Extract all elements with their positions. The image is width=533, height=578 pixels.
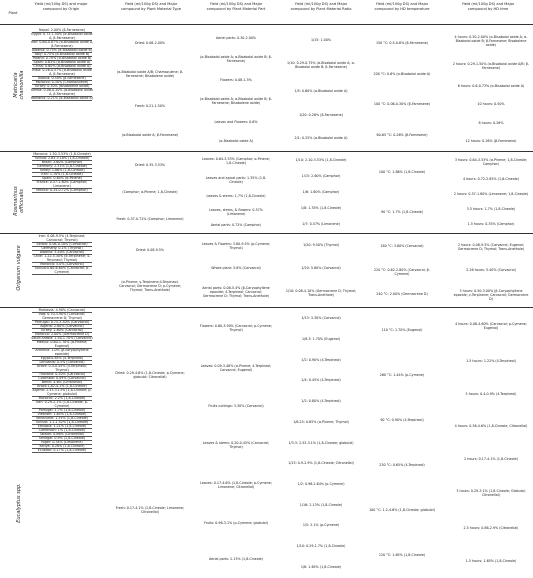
origin-cell: Algeria: 2.53-3.13% (1,8-Cineole; p-Cymene; globulol): [32, 388, 92, 396]
header-time: Yield (ml/100g DS) and Major compound by HD time: [461, 2, 515, 11]
temp-cell: 180 °C: 3.80% (Carvacrol): [380, 244, 424, 248]
plant-label-rosemary: Rosmarinus officinalis: [13, 186, 25, 216]
origin-cell: Colombia: 0.09% (Carvacrol): [38, 376, 86, 380]
part-cell: Leaves & Flowers: 3.80-9.5% (p-Cymene; Thymol): [201, 242, 271, 250]
origin-cell: Niger: 0.34% (Limonene): [41, 440, 83, 444]
origin-cell: Serbia: 0.08-0.18% (Carvacrol): [36, 242, 88, 246]
ratio-cell: 1/2: 0.96-2.64% (p-Cymene): [297, 481, 345, 486]
header-divider: [0, 24, 533, 25]
row-separator: [32, 100, 92, 101]
temp-cell: 60-65 °C: 0.26% (β-Farnesene): [376, 132, 428, 137]
ratio-cell: 1/5: 2.1% (p-Cymene): [302, 523, 340, 528]
temp-cell: 230 °C: 0.65% (4-Terpineol): [379, 462, 425, 467]
origin-cell: Algeria: 2.80% (Carvacrol): [40, 324, 84, 328]
part-cell: Leaves: 0.64-3.53% (Camphor; α-Pinene; 1,8-Cineole): [202, 157, 270, 166]
temp-cell: 100 °C: 1.86% (1,8-Cineole): [378, 170, 426, 174]
ratio-cell: 1/10: 2.10-3.53% (1,8-Cineole): [295, 158, 347, 162]
origin-cell: Romania: 0.21% (α-Bisabolol oxide A): [30, 96, 94, 100]
origin-cell: Tunisia: 2.85-3.18% (1,8-Cineole): [34, 156, 90, 160]
ratio-cell: 1/20: 5.80% (Carvacrol): [301, 266, 341, 270]
origin-cell: Ecuador: 0.17% (1,8-Cineole): [37, 448, 87, 452]
time-cell: 2 hours: 0.57-1.80% (Limonene; 1,8-Cineole): [453, 192, 529, 196]
part-cell: Leaves: 0.17-4.6% (1,8-Cineole; p-Cymene; Limonene; Citronellal): [200, 480, 272, 489]
type-cell: Dried: 0.08-2.00%: [134, 40, 166, 45]
part-cell: Aerial parts: 0.72% (Camphor): [210, 222, 262, 227]
time-cell: 12 hours: 0.26% (β-Farnesene): [465, 138, 517, 143]
ratio-cell: 1/16: 2.13% (1,8-Cineole): [299, 502, 343, 507]
temp-cell: 260 °C: 1.44% (p-Cymene): [379, 373, 425, 378]
temp-cell: 120 °C: 1.65% (1,8-Cineole): [378, 552, 426, 557]
time-cell: 4 hours: 0.72-2.85% (1,8-Cineole): [463, 176, 519, 181]
ratio-cell: 1/4: 0.45% (4-Terpineol): [301, 378, 341, 383]
origin-cell: Spain: 0.64% (α-Pinene): [42, 176, 82, 180]
origin-cell: Brazil: 0.4-0.45% (4-Terpineol; Thymol): [37, 364, 87, 372]
part-cell: Aerial parts: 0.30-2.00%: [215, 35, 257, 40]
header-type: Yield (ml/100g DS) and Major compound by Plant Material Type: [121, 2, 181, 11]
time-cell: 1.5 hours: 1.22% (4-Terpineol): [466, 358, 516, 363]
temp-cell: 90 °C: 0.90% (4-Terpineol): [380, 418, 424, 423]
header-ratio: Yield (ml/100g DS) and Major compound by Plant Material Ratio: [290, 2, 352, 11]
plant-label-chamomile: Matricaria chamomilla: [13, 70, 25, 100]
part-cell: Fruits: 0.96-3.1% (p-Cymene; globulol): [204, 520, 268, 525]
part-cell: Flowers: 0.60-3.90% (Carvacrol; p-Cymene; Thymol): [200, 324, 272, 333]
header-temp: Yield (ml/100g DS) and Major compound by HD temperature: [374, 2, 430, 11]
part-cell: (α-Bisabolol oxide A; α-Bisabolol oxide B; β-Farnesene; Bisabolene oxide): [200, 96, 272, 105]
origin-cell: Kenya: 0.28% (1,8-Cineole): [39, 444, 85, 448]
type-cell: Dried: 0.35-3.53%: [134, 163, 166, 168]
origin-cell: Cameroon: 1% (1,8-Cineole): [38, 428, 86, 432]
temp-cell: 100 °C: 0.06-0.30% (β-Farnesene): [373, 102, 431, 107]
origin-cell: Saudi Arabia: 1.50-1.70% (Carvacrol): [31, 336, 93, 340]
origin-cell: Taiwan: 0.86% (Citronellal): [39, 432, 85, 436]
part-cell: Leaves & stems: 1.7% (1,8-Cineole): [206, 194, 266, 198]
origin-cell: Moldavia: 4.90% (Carvacrol): [38, 308, 86, 312]
origin-cell: Bosnia: 0.50% (β-Farnesene): [38, 76, 86, 80]
part-cell: Flowers: 0.08-1.5%: [220, 77, 252, 82]
part-cell: (α-Bisabolol oxide A): [218, 138, 254, 143]
origin-cell: Iraq: 0.70-3.90% (Carvacrol; Germacrene D; Thymol): [38, 312, 86, 320]
origin-cell: Thailand: 0.20% (Carvacrol): [38, 372, 86, 376]
part-cell: (α-Bisabolol oxide A; α-Bisabolol oxide B; β-Farnesene): [200, 54, 272, 63]
temp-cell: 150 °C: 0.5-0.6% (β-Farnesene): [375, 41, 429, 46]
origin-cell: Chile: 1.22-5.30% (α-Terpinene; 4-Terpineol; Thymol): [33, 254, 91, 262]
header-origin: Yield (ml/100g DS) and major compound by Origin: [34, 2, 88, 11]
origin-cell: Tunisia:0.60-6.60% (Carvacrol; p-Cymene): [34, 266, 90, 274]
temp-cell: 100 °C: 1.2-4.6% (1,8-Cineole; globulol): [369, 507, 435, 512]
time-cell: 2 hours: 0.29-1.50% (α-Bisabolol oxide A/B; β-Farnesene): [452, 61, 530, 70]
time-cell: 2.26 hours: 5.40% (Carvacrol): [466, 268, 516, 272]
header-part: Yield (ml/100g DS) and Major compound by Plant Material Part: [206, 2, 266, 11]
type-cell: Dried: 0.29-4.6% (1,8-Cineole; p-Cymene; globulol; Citronellal): [115, 371, 185, 380]
part-cell: Leaves, stems, & flowers: 0.57% (Limonene): [209, 208, 263, 217]
temp-cell: 200 °C: 0.6% (α-Bisabolol oxide A): [373, 71, 431, 76]
origin-cell: Turkey: 2.60% (Carvacrol): [40, 328, 84, 332]
header-plant: Plant: [8, 11, 18, 15]
origin-cell: Iran: 0.29-2.1% (1,8-Cineole; p-Cymene): [35, 400, 88, 408]
origin-cell: Armenia: 1.0% (β-caryophyllene epoxide): [35, 348, 89, 356]
time-cell: 1.5 hours: 1.65% (1,8-Cineole): [465, 558, 517, 563]
origin-cell: Poland: 0.70% (α-Bisabolol oxide B): [32, 56, 92, 60]
part-cell: Fruits cuttings: 3.30% (Carvacrol): [208, 404, 264, 409]
time-cell: 1.5 hours: 0.35% (Camphor): [467, 222, 515, 227]
type-cell: (α-Bisabolol oxide A; β-Farnesene): [121, 133, 179, 138]
time-cell: 6 hours: 0.6-0.73% (α-Bisabolol oxide A): [457, 83, 525, 88]
origin-cell: China: 0.60% (α-Bisabolol oxide A): [33, 64, 91, 68]
temp-cell: 90 °C: 1.7% (1,8-Cineole): [380, 210, 424, 214]
ratio-cell: 1/10: 0.29-0.75% (α-Bisabolol oxide A; α-Bisabolol oxide B; β-Farnesene): [287, 61, 355, 70]
ratio-cell: 1/15: 2.60% (Camphor): [301, 174, 341, 178]
origin-cell: Portugal: 0.75-3.30% (Carvacrol): [34, 320, 90, 324]
ratio-cell: 1/10: 0.08-4.10% (Germacrene D; Thymol; Trans-Anethole): [285, 288, 357, 297]
origin-cell: Morocco: 0.30% (Chamazulene): [35, 80, 89, 84]
type-cell: (α-Bisabolol oxide A/B; Chamazulene; β-Farnesene; Bisabolene oxide): [116, 70, 184, 79]
origin-cell: Brazil:1.82-4.1% (1,8-Cineole): [37, 384, 87, 388]
part-cell: Leaves and apical parts: 1.35% (1,8-Cineole): [205, 175, 267, 184]
origin-cell: Turkey: 0.30% (Bisabolene oxide): [34, 84, 90, 88]
origin-cell: Germany: 2.31% (1,8-Cineole): [37, 164, 87, 168]
origin-cell: Lithuania: 0.5% (Carvacrol): [39, 360, 85, 364]
origin-cell: Albania: 0.75% (α-Bisabolol oxide B): [31, 48, 93, 52]
ratio-cell: 1/8.3: 1.70% (Eugenol): [301, 337, 341, 342]
type-cell: Fresh: 0.21-1.50%: [135, 103, 165, 108]
time-cell: 3 hours: 0.50-3.00% (β-Caryophyllene epoxide; γ-Terpinene; Carvacrol; Germacrene D): [453, 289, 529, 302]
ratio-cell: 1/13: 3.30% (Carvacrol): [301, 316, 341, 321]
ratio-cell: 2/1: 0.25% (α-Bisabolol oxide A): [294, 136, 348, 141]
type-cell: (α-Pinene; γ-Terpinene;4-Terpineol; Carvacrol; Germacrene D; p-Cymene; Thymol; Trans-Anethole): [119, 280, 181, 292]
time-cell: 8 hours: 0.26%: [478, 120, 504, 125]
origin-cell: Mexico: 0.35-0.72% (Camphor): [36, 188, 88, 192]
ratio-cell: 1/15: 0.9-2.9% (1,8-Cineole; Citronellal): [288, 461, 354, 466]
origin-cell: Egypt:0.85% (4-Terpineol): [40, 356, 84, 360]
origin-cell: Morocco: 2.00% (Germacrene D): [35, 332, 89, 336]
ratio-cell: 1/6: 1.80% (Camphor): [302, 190, 340, 194]
ratio-cell: 1/15: 1.00%: [310, 37, 332, 42]
origin-cell: Portugal: 1.7% (1,8-Cineole): [38, 408, 86, 412]
time-cell: 10 hours: 0.50%: [477, 102, 505, 107]
time-cell: 2 hours: 0.17-4.1% (1,8-Cineole): [464, 456, 518, 461]
part-cell: Aerial parts: 2.13% (1,8-Cineole): [209, 556, 263, 561]
origin-cell: Vietnam: 1.65% (1,8-Cineole): [37, 412, 87, 416]
time-cell: 2 hours: 0.08-9.5% (Carvacrol; Eugenol; Germacrene D; Thymol; Trans-Anethole): [457, 242, 525, 251]
origin-cell: India: 0.26-0.57% (α-Bisabolol oxide A, β-Farnesene): [32, 68, 92, 76]
origin-cell: France: 0.57-1.80% (Camphor; Limonene): [36, 180, 88, 188]
plant-label-oregano: Origanum vulgare: [16, 245, 22, 291]
time-cell: 4 hours: 0.30-2.00% (α-Bisabolol oxide A; α-Bisabolol oxide B; β-Farnesene; Bisabolene oxide): [454, 35, 528, 48]
origin-cell: Egypt: 0.73-1.50% (α-Bisabolol oxide A, β-Farnesene): [31, 32, 93, 40]
origin-cell: Morocco: 5.0% (Carvacrol): [40, 262, 84, 266]
time-cell: 3 hours: 0.64-3.53% (α-Pinene; 1,8-Cineole; Camphor): [454, 157, 528, 166]
origin-cell: Mexico: 0.60-1.70% (α-Pinene; Eugenol): [36, 340, 88, 348]
origin-cell: Iran: 0.08-9.5% (4-Terpineol; Carvacrol; Thymol): [38, 234, 86, 242]
origin-cell: Benin: 4.6% (Citronellal): [41, 380, 83, 384]
row-separator: [32, 452, 92, 453]
ratio-cell: 1/5: 0.60% (α-Bisabolol oxide A): [294, 89, 348, 93]
type-cell: Dried: 0.08-9.5%: [136, 248, 164, 252]
origin-cell: Turkey: 1.86% (1,8-Cineole): [39, 168, 85, 172]
ratio-cell: 1/8: 1.35% (1,8-Cineole): [300, 206, 342, 210]
origin-cell: Iran: 0.60-0.87% (α-Bisabolol oxide A, β-Farnesene): [30, 40, 94, 48]
time-cell: 5 hours: 0.4-0.9% (4-Terpineol): [465, 391, 517, 396]
type-cell: (Camphor; α-Pinene; 1,8-Cineole): [122, 190, 178, 194]
origin-cell: Italy: 0.75% (α-Bisabolol oxide B): [34, 52, 90, 56]
origin-cell: Ethiopia: 1.21% (1,8-Cineole): [37, 424, 87, 428]
origin-cell: Senegal: 0.9% (1,8-Cineole): [38, 436, 86, 440]
origin-cell: Albania: 5.40% (Carvacrol): [39, 250, 85, 254]
part-cell: Leaves: 0.09-3.48% (α-Pinene; 4-Terpineol; Carvacrol; Eugenol): [200, 364, 272, 373]
ratio-cell: 1/20: 9.50% (Thymol): [303, 243, 339, 248]
ratio-cell: 1/3.3: 2.53-3.1% (1,8-Cineole; globulol): [288, 440, 354, 445]
temp-cell: 220 °C: 0.62-2.80% (Carvacrol; β-Cymene): [374, 268, 430, 276]
time-cell: 2.5 hours: 0.86-2.9% (Citronellal): [463, 526, 519, 531]
type-cell: Fresh: 0.17-4.1% (1,8-Cineole; Limonene; Citronellal): [115, 505, 185, 514]
ratio-cell: 1/2: 0.90% (4-Terpineol): [301, 357, 341, 362]
origin-cell: Brazil: 2.60% (Camphor): [41, 160, 83, 164]
ratio-cell: 1/2: 0.80% (4-Terpineol): [301, 399, 341, 404]
temp-cell: 110 °C: 1.70% (Eugenol): [381, 328, 423, 333]
origin-cell: Nepal: 2.00% (β-Farnesene): [39, 28, 85, 32]
ratio-cell: 1/7: 0.57% (Limonene): [302, 222, 340, 226]
part-cell: Aerial parts: 0.08-5.4% (β-Caryophyllene epoxide; 4-Terpineol; Carvacrol; Germacrene D; Thymol; Trans-Anethole): [202, 286, 270, 298]
plant-label-eucalyptus: Eucalyptus spp.: [16, 483, 22, 523]
origin-cell: Morocco: 1.30-3.53% (1,8-Cineole): [33, 152, 91, 156]
temp-cell: 240 °C: 2.00% (Germacrene D): [376, 292, 428, 296]
row-separator: [32, 192, 92, 193]
ratio-cell: 1/20: 0.26% (β-Farnesene): [299, 112, 343, 117]
origin-cell: Iran: 1.70% (1,8-Cineole): [41, 172, 83, 176]
ratio-cell: 1/8: 1.65% (1,8-Cineole): [300, 564, 342, 569]
ratio-cell: 1/6.25: 0.65% (α-Pinene; Thymol): [293, 419, 349, 424]
part-cell: Whole plant: 5.8% (Carvacrol): [211, 266, 261, 270]
time-cell: 3 hours: 0.29-3.1% (1,8-Cineole; Globulol; Citronellal): [456, 489, 526, 498]
origin-cell: Tunisia: 1.1-1.52% (1,8-Cineole): [35, 420, 89, 424]
origin-cell: Venezuela: 1.35% (1,8-Cineole): [36, 416, 88, 420]
ratio-cell: 1/10: 0.29-1.7% (1,8-Cineole): [296, 543, 346, 548]
part-cell: Leaves and Flowers: 0.6%: [214, 119, 258, 124]
origin-cell: Germany: 0.1% (Thymol): [41, 246, 83, 250]
time-cell: 3.5 hours: 1.7% (1,8-Cineole): [466, 207, 516, 212]
origin-cell: Serbia: 0.08-0.20% (α-Bisabolol oxide A, β-Farnesene): [30, 88, 94, 96]
origin-cell: Spain: 0.63% (α-Bisabolol oxide A): [33, 60, 91, 64]
time-cell: 4 hours: 0.08-4.60% (Carvacrol; p-Cymene; Eugenol): [455, 322, 527, 331]
origin-cell: Morocco: 2.2% (1,8-Cineole): [38, 396, 86, 400]
type-cell: Fresh: 0.37-0.72% (Camphor; Limonene): [116, 216, 184, 221]
part-cell: Leaves & stems: 0.20-0.45% (Carvacrol; Thymol): [202, 440, 270, 449]
time-cell: 4 hours: 0.36-4.6% (1,8-Cineole; Citronellal): [454, 424, 528, 429]
row-separator: [32, 274, 92, 275]
